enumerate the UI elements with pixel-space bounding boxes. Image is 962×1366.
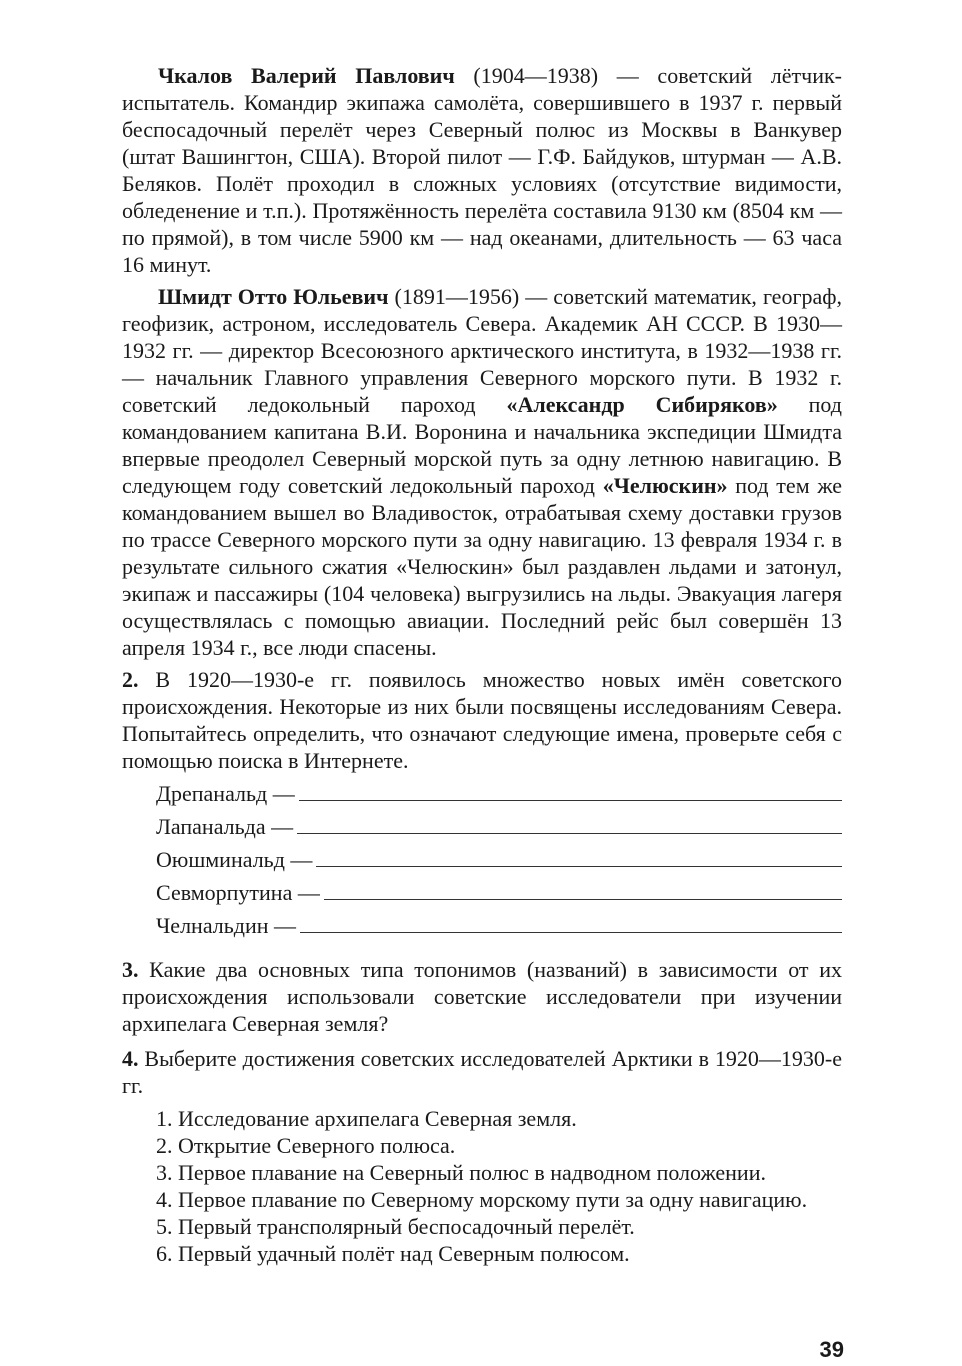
schmidt-text-3: под тем же командованием вышел во Владивосток, отрабатывая схему доставки грузов по трассе Северного морского пути за одну навигацию. 13 февраля 1934 г. в результате сильного сжатия «Челюскин» был раздавлен льдами и затонул, экипаж и пассажиры (104 человека) выгрузились на льды. Эвакуация лагеря осуществлялась с помощью авиации. Последний рейс был совершён 13 апреля 1934 г., все люди спасены.: [122, 473, 842, 660]
answer-row-lapanalda: [156, 810, 842, 840]
task-3-body: Какие два основных типа топонимов (названий) в зависимости от их происхождения использовали советские исследователи при изучении архипелага Северная земля?: [122, 957, 842, 1036]
answer-row-sevmorputina: [156, 876, 842, 906]
answer-row-oyushminald: [156, 843, 842, 873]
answer-blank[interactable]: [316, 866, 842, 867]
task-4-text: [122, 1045, 842, 1099]
answer-blank[interactable]: [324, 899, 842, 900]
answer-blank[interactable]: [300, 932, 842, 933]
answer-label: Оюшминальд —: [156, 847, 313, 872]
answer-row-drepanald: [156, 777, 842, 807]
option-1: 1. Исследование архипелага Северная земля.: [156, 1106, 577, 1131]
schmidt-text-2: под командованием капитана В.И. Воронина и начальника экспедиции Шмидта впервые преодолел Северный морской путь за одну летнюю навигацию. В следующем году советский ледокольный пароход: [122, 392, 842, 498]
ship-chelyuskin: «Челюскин»: [602, 473, 728, 498]
option-2: 2. Открытие Северного полюса.: [156, 1133, 456, 1158]
task-4-body: Выберите достижения советских исследователей Арктики в 1920—1930-е гг.: [122, 1046, 842, 1098]
task-3-text: [122, 956, 842, 1037]
task-2-number: 2.: [122, 667, 139, 692]
task-3-number: 3.: [122, 957, 139, 982]
schmidt-text-1: (1891—1956) — советский математик, географ, геофизик, астроном, исследователь Севера. Академик АН СССР. В 1930—1932 гг. — директор Всесоюзного арктического института, в 1932—1938 гг. — начальник Главного управления Северного морского пути. В 1932 г. советский ледокольный пароход: [122, 284, 842, 417]
task-2-text: [122, 666, 842, 774]
schmidt-paragraph: [122, 283, 842, 661]
answer-label: Лапанальда —: [156, 814, 294, 839]
answer-row-chelnaldin: [156, 909, 842, 939]
answer-label: Челнальдин —: [156, 913, 297, 938]
option-5: 5. Первый трансполярный беспосадочный перелёт.: [156, 1214, 635, 1239]
schmidt-name: Шмидт Отто Юльевич: [158, 284, 389, 309]
option-6: 6. Первый удачный полёт над Северным полюсом.: [156, 1241, 630, 1266]
answer-label: Севморпутина —: [156, 880, 320, 905]
ship-sibiryakov: «Александр Сибиряков»: [506, 392, 778, 417]
page-number: 39: [819, 1337, 844, 1362]
answer-blank[interactable]: [297, 833, 842, 834]
chkalov-name: Чкалов Валерий Павлович: [158, 63, 455, 88]
chkalov-text: (1904—1938) — советский лётчик-испытатель. Командир экипажа самолёта, совершившего в 1937 г. первый беспосадочный перелёт через Северный полюс из Москвы в Ванкувер (штат Вашингтон, США). Второй пилот — Г.Ф. Байдуков, штурман — А.В. Беляков. Полёт проходил в сложных условиях (отсутствие видимости, обледенение и т.п.). Протяжённость перелёта составила 9130 км (8504 км — по прямой), в том числе 5900 км — над океанами, длительность — 63 часа 16 минут.: [122, 63, 842, 277]
task-2-body: В 1920—1930-е гг. появилось множество новых имён советского происхождения. Некоторые из них были посвящены исследованиям Севера. Попытайтесь определить, что означают следующие имена, проверьте себя с помощью поиска в Интернете.: [122, 667, 842, 773]
option-3: 3. Первое плавание на Северный полюс в надводном положении.: [156, 1160, 766, 1185]
task-4-number: 4.: [122, 1046, 139, 1071]
answer-label: Дрепанальд —: [156, 781, 295, 806]
answer-blank[interactable]: [299, 800, 842, 801]
chkalov-paragraph: [122, 62, 842, 278]
option-4: 4. Первое плавание по Северному морскому пути за одну навигацию.: [156, 1187, 808, 1212]
